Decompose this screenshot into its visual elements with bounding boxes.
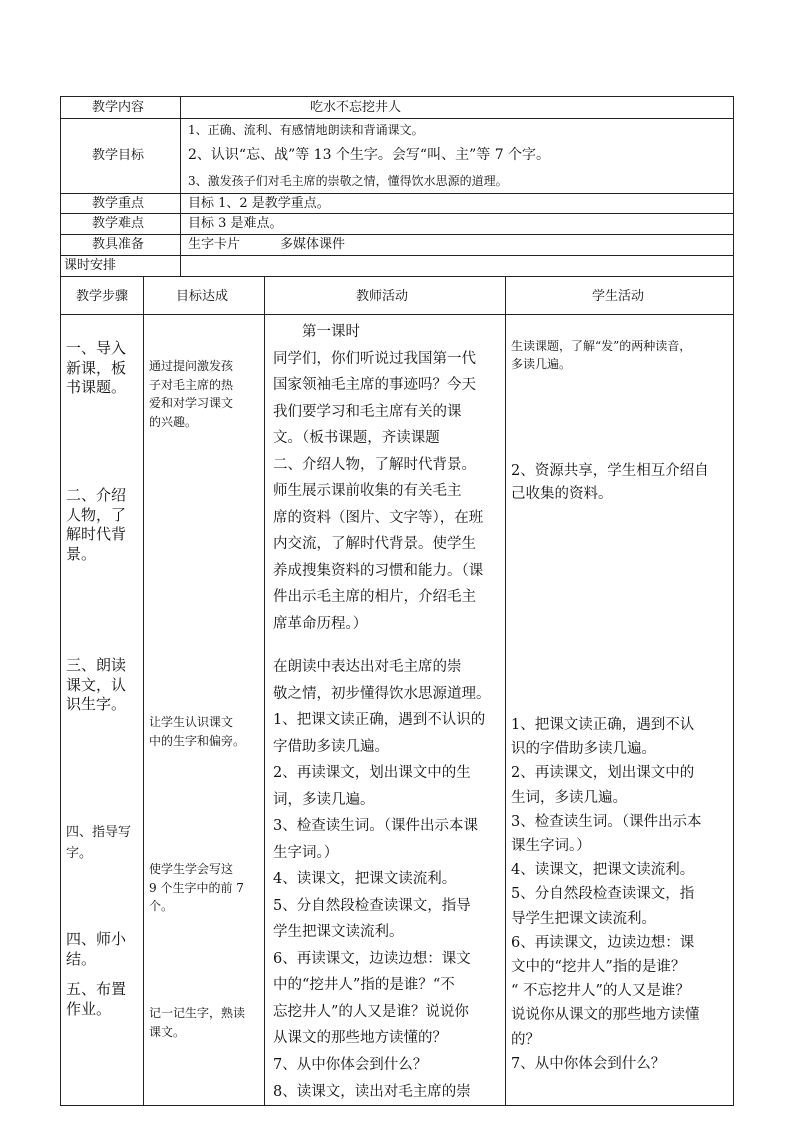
step-item: 四、指导写 字。	[66, 825, 132, 861]
student-activity-block: 1、把课文读正确，遇到不认 识的字借助多读几遍。 2、再读课文，划出课文中的 生词，多读几遍。 3、检查读生词。（课件出示本 课生字词。） 4、读课文，把课文读流利。 5、分自然段检查读课文，指 导学生把课文读流利。 6、再读课文，边读边想：课 文中的“挖井人”指的是谁？ “ 不忘挖井人”的人又是谁？ 说说你从课文的那些地方读懂 的？ 7、从中你体会到什么？	[511, 717, 702, 1072]
student-activity-block: 2、资源共享，学生相互介绍自 己收集的资料。	[511, 463, 709, 503]
tools-label: 教具准备	[92, 237, 145, 252]
step-item: 一、导入 新课，板 书课题。	[66, 339, 127, 396]
table-border-bottom	[60, 1105, 734, 1106]
column-header-teacher: 教师活动	[356, 289, 409, 304]
teacher-activity-block: 在朗读中表达出对毛主席的崇 敬之情，初步懂得饮水思源道理。 1、把课文读正确，遇到不认识的 字借助多读几遍。 2、再读课文，划出课文中的生 词，多读几遍。 3、检查读生词。（课件出示本课 生字词。） 4、读课文，把课文读流利。 5、分自然段检查读课文，指导 学生把课文读流利。 6、再读课文，边读边想：课文 中的“挖井人”指的是谁？“不 忘挖井人”的人又是谁？说说你 从课文的那些地方读懂的？ 7、从中你体会到什么？ 8、读课文，读出对毛主席的崇	[273, 659, 491, 1100]
col-divider	[505, 276, 506, 1106]
key-value: 目标 1、2 是教学重点。	[188, 196, 330, 211]
col-divider	[264, 276, 265, 1106]
goals-label: 教学目标	[92, 148, 145, 163]
step-item: 五、布置 作业。	[66, 980, 127, 1018]
row-line	[60, 276, 734, 277]
row-line	[60, 255, 734, 256]
step-item: 四、师小 结。	[66, 930, 127, 968]
teacher-activity-block: 第一课时 同学们，你们听说过我国第一代 国家领袖毛主席的事迹吗？今天 我们要学习和毛主席有关的课 文。（板书课题，齐读课题 二、介绍人物，了解时代背景。 师生展示课前收集的有关毛主 席的资料（图片、文字等），在班 内交流，了解时代背景。使学生 养成搜集资料的习惯和能力。（课 件出示毛主席的相片，介绍毛主 席革命历程。）	[273, 324, 484, 632]
step-item: 二、介绍 人物，了 解时代背 景。	[66, 486, 127, 563]
row-line	[60, 213, 734, 214]
column-header-goal: 目标达成	[176, 289, 229, 304]
table-border-right	[733, 96, 734, 1106]
goal-achieve-item: 使学生学会写这 9 个生字中的前 7 个。	[149, 862, 244, 914]
goal-achieve-item: 让学生认识课文 中的生字和偏旁。	[149, 715, 246, 748]
header-col-divider	[180, 96, 181, 276]
step-item: 三、朗读 课文，认 识生字。	[66, 656, 127, 713]
table-border-left	[60, 96, 61, 1106]
goal-achieve-item: 记一记生字，熟读 课文。	[149, 1006, 246, 1039]
content-label: 教学内容	[92, 100, 145, 115]
row-line	[60, 234, 734, 235]
schedule-label: 课时安排	[64, 258, 117, 273]
row-line	[60, 96, 734, 97]
goal-achieve-item: 通过提问激发孩 子对毛主席的热 爱和对学习课文 的兴趣。	[149, 359, 234, 429]
goal-item: 1、正确、流利、有感情地朗读和背诵课文。	[188, 123, 424, 137]
difficulty-label: 教学难点	[92, 216, 145, 231]
student-activity-block: 生读课题，了解“发”的两种读音， 多读几遍。	[511, 339, 692, 371]
goal-item: 3、激发孩子们对毛主席的崇敬之情，懂得饮水思源的道理。	[188, 174, 508, 188]
tools-value: 生字卡片	[188, 237, 241, 252]
key-label: 教学重点	[92, 196, 145, 211]
difficulty-value: 目标 3 是难点。	[188, 216, 283, 231]
content-value: 吃水不忘挖井人	[310, 100, 402, 115]
goal-item: 2、认识“忘、战”等 13 个生字。会写“叫、主”等 7 个字。	[188, 147, 551, 163]
row-line	[60, 193, 734, 194]
col-divider	[143, 276, 144, 1106]
column-header-student: 学生活动	[592, 289, 645, 304]
row-line	[60, 118, 734, 119]
tools-value: 多媒体课件	[280, 237, 346, 252]
row-line	[60, 314, 734, 315]
column-header-steps: 教学步骤	[76, 289, 129, 304]
